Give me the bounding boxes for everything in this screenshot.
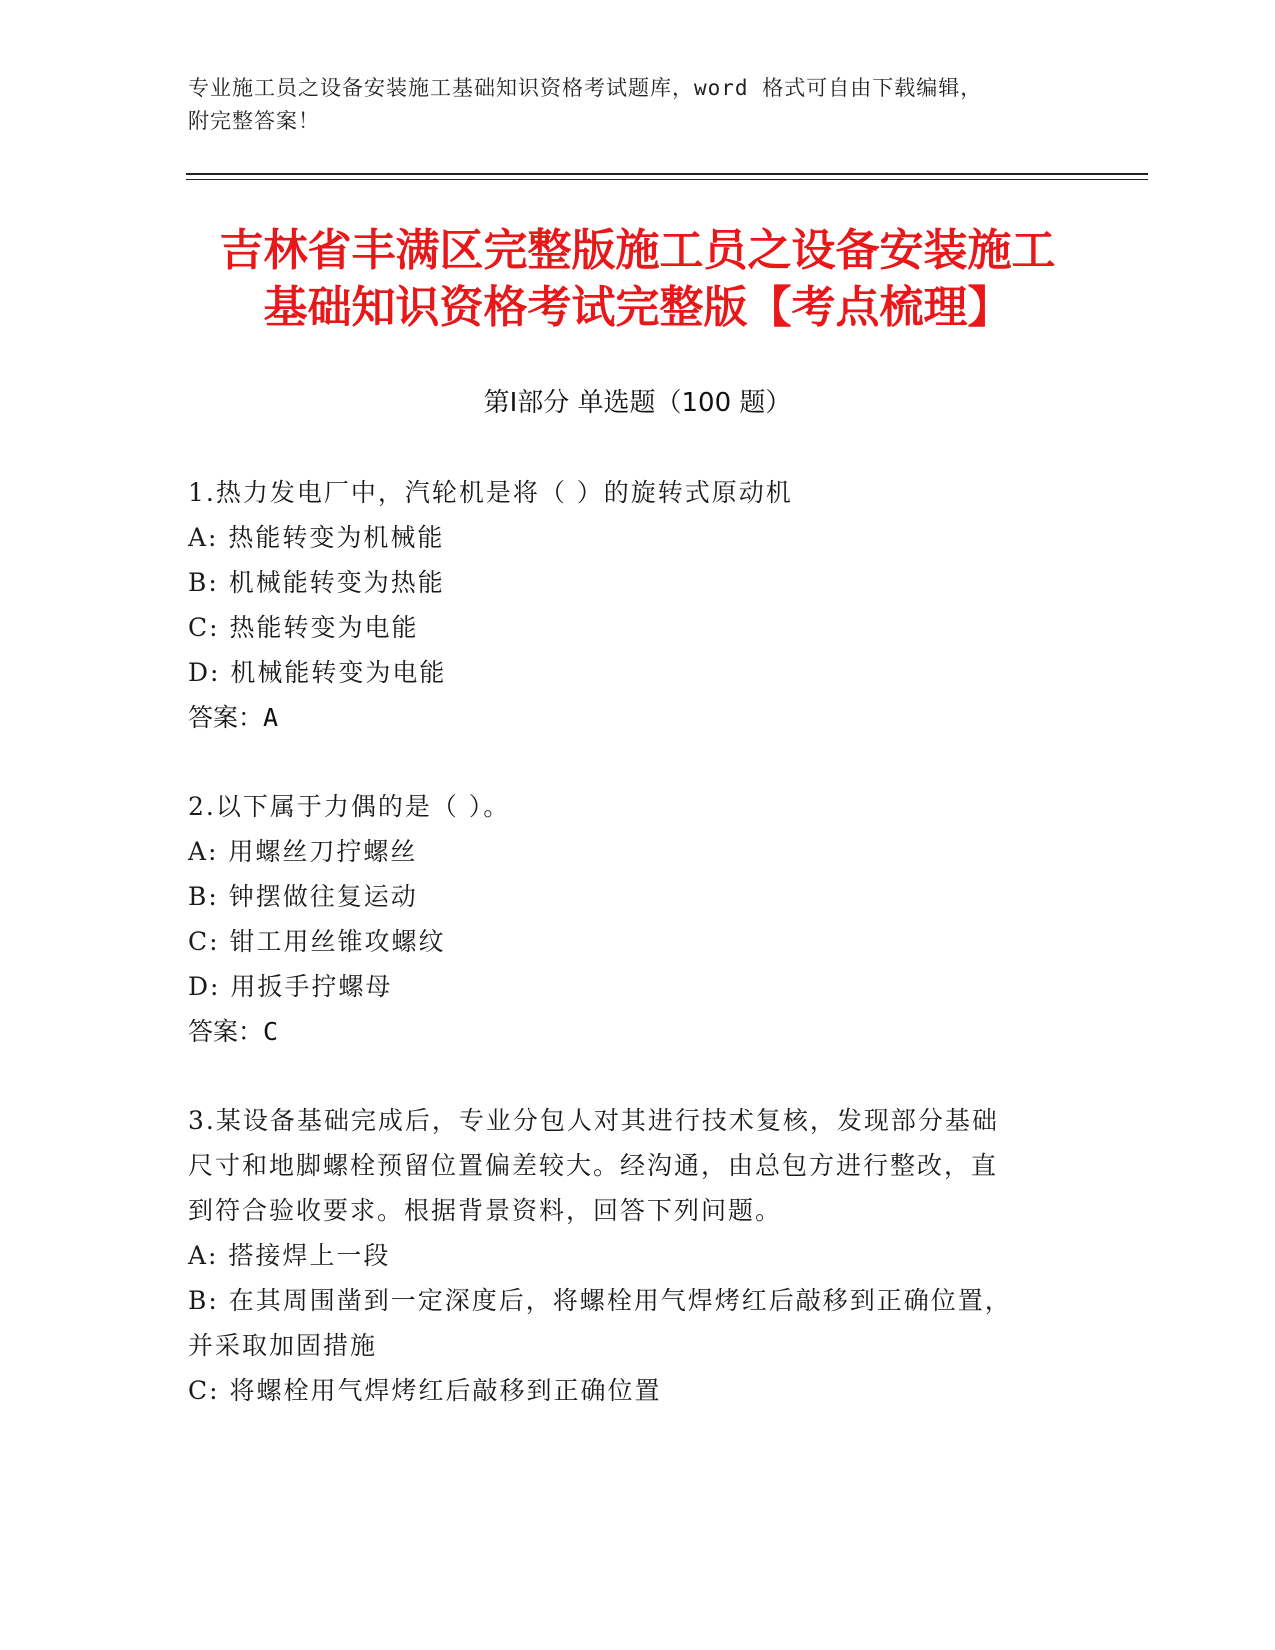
question-stem: 1.热力发电厂中，汽轮机是将（ ）的旋转式原动机	[188, 478, 793, 507]
option-a: A: 搭接焊上一段	[188, 1241, 391, 1270]
question-stem: 2.以下属于力偶的是（ ）。	[188, 792, 511, 821]
header-note-line-2: 附完整答案！	[188, 109, 320, 133]
header-divider-thick	[186, 173, 1148, 175]
answer-value: C	[263, 1017, 279, 1046]
question-stem-line-3: 到符合验收要求。根据背景资料，回答下列问题。	[188, 1196, 783, 1225]
header-note-line-1: 专业施工员之设备安装施工基础知识资格考试题库，word 格式可自由下载编辑，	[188, 76, 983, 100]
option-c: C: 钳工用丝锥攻螺纹	[188, 927, 446, 956]
answer-value: A	[263, 703, 279, 732]
header-divider-thin	[186, 179, 1148, 180]
answer-line	[188, 1009, 1068, 1054]
option-c: C: 热能转变为电能	[188, 613, 419, 642]
question-1	[188, 470, 1068, 740]
option-a: A: 热能转变为机械能	[188, 523, 445, 552]
question-stem-line-1: 3.某设备基础完成后，专业分包人对其进行技术复核，发现部分基础	[188, 1106, 999, 1135]
option-a: A: 用螺丝刀拧螺丝	[188, 837, 418, 866]
option-b: B: 钟摆做往复运动	[188, 882, 418, 911]
answer-label: 答案：	[188, 1017, 264, 1046]
option-b: B: 机械能转变为热能	[188, 568, 445, 597]
document-title-line-1: 吉林省丰满区完整版施工员之设备安装施工	[219, 225, 1056, 276]
answer-line	[188, 695, 1068, 740]
question-3	[188, 1098, 1068, 1413]
option-d: D: 机械能转变为电能	[188, 658, 447, 687]
question-2	[188, 784, 1068, 1054]
header-note	[188, 72, 1088, 138]
option-d: D: 用扳手拧螺母	[188, 972, 393, 1001]
option-b: B: 在其周围凿到一定深度后，将螺栓用气焊烤红后敲移到正确位置，	[188, 1286, 1012, 1315]
answer-label: 答案：	[188, 703, 264, 732]
section-heading: 第Ⅰ部分 单选题（100 题）	[483, 388, 792, 418]
option-b-continued: 并采取加固措施	[188, 1331, 378, 1360]
question-stem-line-2: 尺寸和地脚螺栓预留位置偏差较大。经沟通，由总包方进行整改，直	[188, 1151, 999, 1180]
option-c: C: 将螺栓用气焊烤红后敲移到正确位置	[188, 1376, 662, 1405]
question-list	[188, 470, 1068, 1457]
document-title-line-2: 基础知识资格考试完整版【考点梳理】	[263, 282, 1012, 333]
document-title	[150, 222, 1125, 336]
